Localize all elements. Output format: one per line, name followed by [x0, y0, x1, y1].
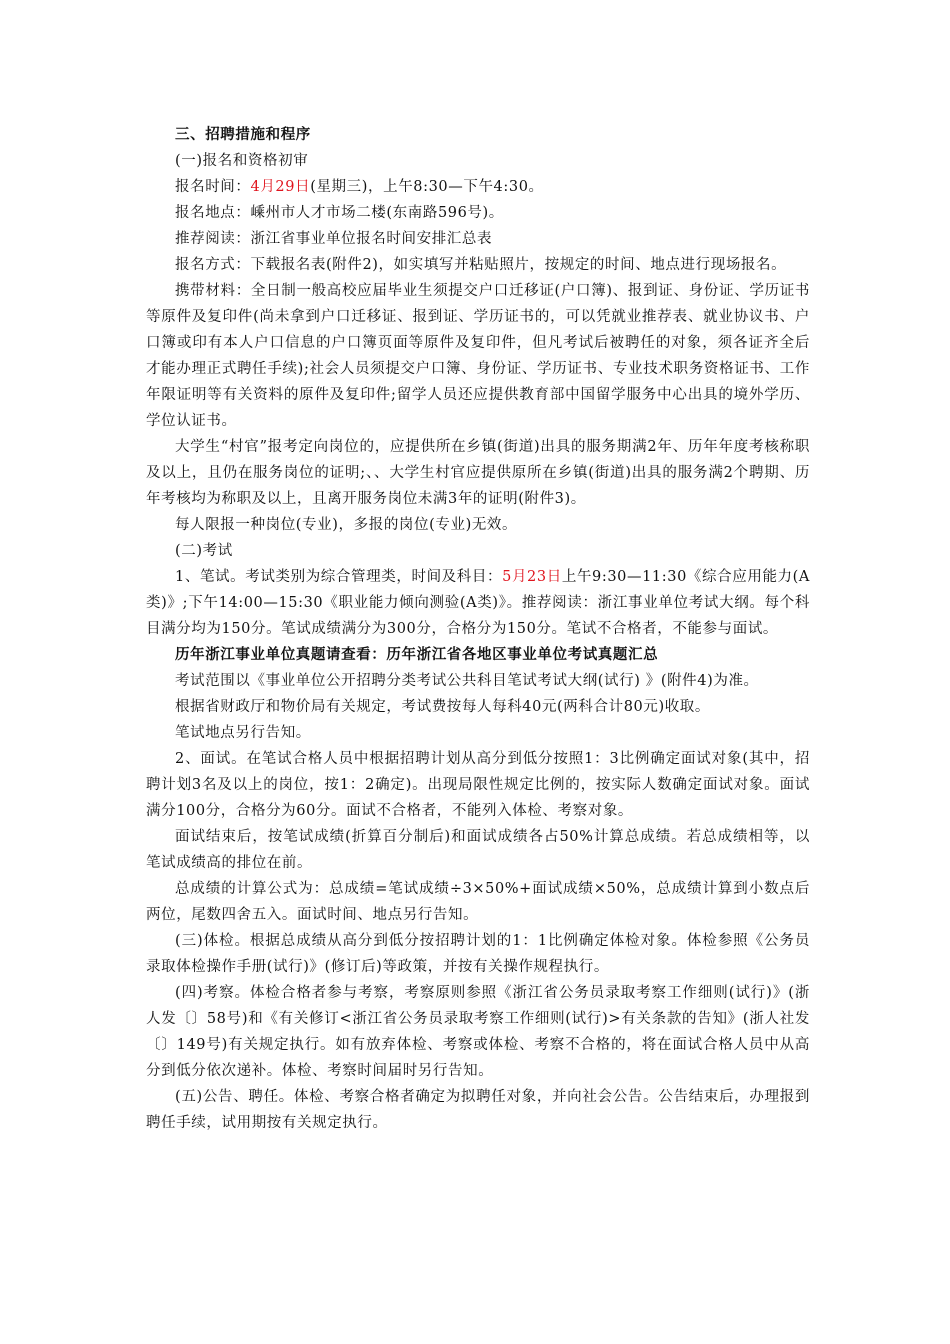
registration-time [146, 174, 810, 200]
after-interview: 面试结束后，按笔试成绩(折算百分制后)和面试成绩各占50%计算总成绩。若总成绩相等，以笔试成绩高的排位在前。 [146, 829, 810, 871]
section-heading: 三、招聘措施和程序 [175, 127, 311, 143]
exam-place: 笔试地点另行告知。 [175, 725, 311, 741]
registration-place: 报名地点：嵊州市人才市场二楼(东南路596号)。 [175, 205, 504, 221]
past-exams-link[interactable]: 历年浙江事业单位真题请查看：历年浙江省各地区事业单位考试真题汇总 [175, 646, 659, 663]
registration-time-detail: (星期三)，上午8:30—下午4:30。 [310, 179, 544, 195]
written-exam [146, 564, 810, 642]
required-materials: 携带材料：全日制一般高校应届毕业生须提交户口迁移证(户口簿)、报到证、身份证、学历证书等原件及复印件(尚未拿到户口迁移证、报到证、学历证书的，可以凭就业推荐表、就业协议书、户口簿或印有本人户口信息的户口簿页面等原件及复印件，但凡考试后被聘任的对象，须各证齐全后才能办理正式聘任手续);社会人员须提交户口簿、身份证、学历证书、专业技术职务资格证书、工作年限证明等有关资料的原件及复印件;留学人员还应提供教育部中国留学服务中心出具的境外学历、学位认证书。 [146, 283, 810, 429]
village-officials-note: 大学生“村官”报考定向岗位的，应提供所在乡镇(街道)出具的服务期满2年、历年年度考核称职及以上，且仍在服务岗位的证明;、、大学生村官应提供原所在乡镇(街道)出具的服务满2个聘期、历年考核均为称职及以上，且离开服务岗位未满3年的证明(附件3)。 [146, 439, 810, 507]
physical-exam: (三)体检。根据总成绩从高分到低分按招聘计划的1：1比例确定体检对象。体检参照《公务员录取体检操作手册(试行)》(修订后)等政策，并按有关操作规程执行。 [146, 933, 810, 975]
announcement: (五)公告、聘任。体检、考察合格者确定为拟聘任对象，并向社会公告。公告结束后，办理报到聘任手续，试用期按有关规定执行。 [146, 1089, 810, 1131]
written-exam-detail: 上午9:30—11:30《综合应用能力(A类)》;下午14:00—15:30《职业能力倾向测验(A类)》。推荐阅读：浙江事业单位考试大纲。每个科目满分均为150分。笔试成绩满分为300分，合格分为150分。笔试不合格者，不能参与面试。 [146, 569, 810, 637]
subsection-title-registration: (一)报名和资格初审 [175, 153, 309, 169]
inspection: (四)考察。体检合格者参与考察，考察原则参照《浙江省公务员录取考察工作细则(试行)》(浙人发〔〕58号)和《有关修订<浙江省公务员录取考察工作细则(试行)>有关条款的告知》(浙人社发〔〕149号)有关规定执行。如有放弃体检、考察或体检、考察不合格的，将在面试合格人员中从高分到低分依次递补。体检、考察时间届时另行告知。 [146, 985, 810, 1079]
one-position-rule: 每人限报一种岗位(专业)，多报的岗位(专业)无效。 [175, 517, 518, 533]
recommend-reading-link[interactable]: 推荐阅读：浙江省事业单位报名时间安排汇总表 [175, 231, 493, 247]
subsection-title-exam: (二)考试 [175, 543, 233, 559]
document-body [146, 122, 810, 1136]
interview: 2、面试。在笔试合格人员中根据招聘计划从高分到低分按照1：3比例确定面试对象(其中，招聘计划3名及以上的岗位，按1：2确定)。出现局限性规定比例的，按实际人数确定面试对象。面试满分100分，合格分为60分。面试不合格者，不能列入体检、考察对象。 [146, 751, 810, 819]
score-formula: 总成绩的计算公式为：总成绩=笔试成绩÷3×50%+面试成绩×50%，总成绩计算到小数点后两位，尾数四舍五入。面试时间、地点另行告知。 [146, 881, 810, 923]
exam-fee: 根据省财政厅和物价局有关规定，考试费按每人每科40元(两科合计80元)收取。 [175, 699, 711, 715]
exam-scope: 考试范围以《事业单位公开招聘分类考试公共科目笔试考试大纲(试行) 》(附件4)为准。 [175, 673, 759, 689]
written-exam-date: 5月23日 [502, 569, 562, 585]
registration-date: 4月29日 [250, 179, 311, 195]
written-exam-intro: 1、笔试。考试类别为综合管理类，时间及科目： [175, 569, 503, 585]
registration-method: 报名方式：下载报名表(附件2)，如实填写并粘贴照片，按规定的时间、地点进行现场报名。 [175, 257, 787, 273]
registration-time-label: 报名时间： [175, 179, 251, 195]
